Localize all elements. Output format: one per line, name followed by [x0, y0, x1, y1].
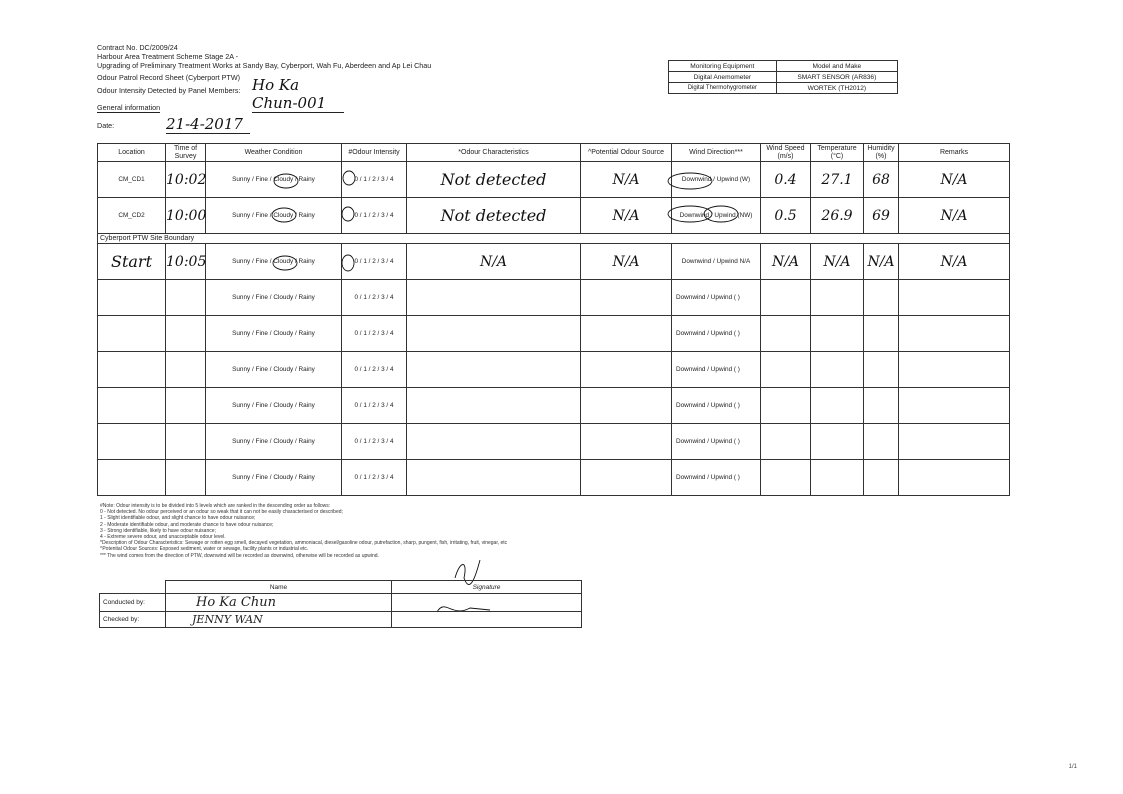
col-remarks: Remarks — [899, 144, 1010, 162]
weather-cell: Sunny / Fine / Cloudy / Rainy — [206, 198, 342, 234]
circle-mark — [704, 206, 738, 222]
remarks-cell: N/A — [899, 198, 1010, 234]
weather-cell: Sunny / Fine / Cloudy / Rainy — [206, 352, 342, 388]
intensity-cell: 0 / 1 / 2 / 3 / 4 — [342, 388, 407, 424]
note-line: 0 - Not detected. No odour perceived or an odour so weak that it can not be easily characterised or described; — [100, 509, 343, 516]
note-line: #Note: Odour intensity is to be divided into 5 levels which are ranked in the descending order as follows: — [100, 503, 331, 509]
weather-cell: Sunny / Fine / Cloudy / Rainy — [206, 460, 342, 496]
circle-mark — [668, 173, 712, 189]
circle-mark — [272, 208, 296, 222]
wind-direction-cell: Downwind / Upwind (W) — [672, 162, 761, 198]
location-cell: CM_CD2 — [98, 198, 166, 234]
note-line: *** The wind comes from the direction of PTW, downwind will be recorded as downwind, otherwise will be recorded as upwind. — [100, 552, 379, 559]
anemometer-label: Digital Anemometer — [669, 72, 777, 83]
checked-by-label: Checked by: — [100, 612, 166, 628]
circle-mark — [342, 207, 354, 221]
panel-member-value: Ho Ka Chun-001 — [252, 76, 344, 113]
checked-by-name: JENNY WAN — [166, 612, 392, 628]
contract-number: Contract No. DC/2009/24 — [97, 43, 178, 52]
temperature-cell: 27.1 — [811, 162, 864, 198]
temperature-cell: N/A — [811, 244, 864, 280]
col-wind-direction: Wind Direction*** — [672, 144, 761, 162]
sheet-title: Odour Patrol Record Sheet (Cyberport PTW) — [97, 73, 241, 82]
general-info-heading: General information — [97, 103, 161, 112]
wind-direction-cell: Downwind / Upwind ( ) — [672, 316, 761, 352]
time-cell: 10:02 — [166, 162, 206, 198]
col-characteristics: *Odour Characteristics — [407, 144, 581, 162]
location-cell: CM_CD1 — [98, 162, 166, 198]
wind-direction-cell: Downwind / Upwind ( ) — [672, 424, 761, 460]
characteristics-cell: Not detected — [407, 162, 581, 198]
circle-mark — [274, 174, 298, 188]
note-line: 2 - Moderate identifiable odour, and moderate chance to have odour nuisance; — [100, 521, 274, 528]
works-title: Upgrading of Preliminary Treatment Works at Sandy Bay, Cyberport, Wah Fu, Aberdeen and Ap Lei Chau — [97, 61, 432, 70]
page-number: 1/1 — [1068, 764, 1077, 770]
project-title: Harbour Area Treatment Scheme Stage 2A - — [97, 52, 239, 61]
wind-direction-cell: Downwind / Upwind N/A — [672, 244, 761, 280]
time-cell: 10:05 — [166, 244, 206, 280]
checked-by-signature — [392, 612, 582, 628]
wind-speed-cell: 0.5 — [761, 198, 811, 234]
equipment-header: Monitoring Equipment — [669, 61, 777, 72]
note-line: 1 - Slight identifiable odour, and slight chance to have odour nuisance; — [100, 515, 256, 522]
wind-direction-cell: Downwind / Upwind (NW) — [672, 198, 761, 234]
date-label: Date: — [97, 121, 115, 130]
weather-cell: Sunny / Fine / Cloudy / Rainy — [206, 316, 342, 352]
source-cell: N/A — [581, 198, 672, 234]
humidity-cell: N/A — [864, 244, 899, 280]
wind-direction-cell: Downwind / Upwind ( ) — [672, 352, 761, 388]
col-source: ^Potential Odour Source — [581, 144, 672, 162]
note-line: ^Potential Odour Sources: Exposed sediment, water or sewage, facility plants or industrial etc. — [100, 546, 309, 553]
col-location: Location — [98, 144, 166, 162]
source-cell: N/A — [581, 162, 672, 198]
thermohygrometer-label: Digital Thermohygrometer — [669, 83, 777, 94]
wind-direction-cell: Downwind / Upwind ( ) — [672, 388, 761, 424]
anemometer-model: SMART SENSOR (AR836) — [776, 72, 897, 83]
characteristics-cell: Not detected — [407, 198, 581, 234]
intensity-cell: 0 / 1 / 2 / 3 / 4 — [342, 460, 407, 496]
remarks-cell: N/A — [899, 162, 1010, 198]
name-header: Name — [166, 581, 392, 594]
circle-mark — [668, 206, 712, 222]
conducted-by-label: Conducted by: — [100, 594, 166, 612]
wind-direction-cell: Downwind / Upwind ( ) — [672, 460, 761, 496]
weather-cell: Sunny / Fine / Cloudy / Rainy — [206, 280, 342, 316]
wind-speed-cell: 0.4 — [761, 162, 811, 198]
panel-label: Odour Intensity Detected by Panel Members: — [97, 86, 241, 95]
weather-cell: Sunny / Fine / Cloudy / Rainy — [206, 388, 342, 424]
col-weather: Weather Condition — [206, 144, 342, 162]
weather-cell: Sunny / Fine / Cloudy / Rainy — [206, 244, 342, 280]
remarks-cell: N/A — [899, 244, 1010, 280]
signature-header: Signature — [392, 581, 582, 594]
humidity-cell: 68 — [864, 162, 899, 198]
conducted-by-signature — [392, 594, 582, 612]
intensity-cell: 0 / 1 / 2 / 3 / 4 — [342, 352, 407, 388]
weather-cell: Sunny / Fine / Cloudy / Rainy — [206, 424, 342, 460]
humidity-cell: 69 — [864, 198, 899, 234]
note-line: 4 - Extreme severe odour, and unacceptable odour level. — [100, 534, 226, 541]
wind-speed-cell: N/A — [761, 244, 811, 280]
col-intensity: #Odour Intensity — [342, 144, 407, 162]
note-line: *Description of Odour Characteristics: Sewage or rotten egg smell, decayed vegetation, ammoniacal, diesel/gasoline odour, putrefaction, sharp, pungent, fish, irritating, fruit, vinegar, etc — [100, 540, 508, 547]
weather-cell: Sunny / Fine / Cloudy / Rainy — [206, 162, 342, 198]
col-temperature: Temperature (°C) — [811, 144, 864, 162]
col-wind-speed: Wind Speed (m/s) — [761, 144, 811, 162]
model-header: Model and Make — [776, 61, 897, 72]
circle-mark — [342, 255, 354, 271]
date-value: 21-4-2017 — [166, 115, 250, 134]
intensity-cell: 0 / 1 / 2 / 3 / 4 — [342, 162, 407, 198]
source-cell: N/A — [581, 244, 672, 280]
intensity-cell: 0 / 1 / 2 / 3 / 4 — [342, 280, 407, 316]
characteristics-cell: N/A — [407, 244, 581, 280]
location-cell: Start — [98, 244, 166, 280]
conducted-by-name: Ho Ka Chun — [166, 594, 392, 612]
intensity-cell: 0 / 1 / 2 / 3 / 4 — [342, 198, 407, 234]
signature-table — [99, 580, 582, 628]
col-time: Time of Survey — [166, 144, 206, 162]
intensity-cell: 0 / 1 / 2 / 3 / 4 — [342, 424, 407, 460]
thermohygrometer-model: WORTEK (TH2012) — [776, 83, 897, 94]
time-cell: 10:00 — [166, 198, 206, 234]
col-humidity: Humidity (%) — [864, 144, 899, 162]
circle-mark — [273, 256, 297, 270]
section-label: Cyberport PTW Site Boundary — [98, 234, 1010, 244]
circle-mark — [343, 171, 355, 185]
intensity-cell: 0 / 1 / 2 / 3 / 4 — [342, 316, 407, 352]
note-line: 3 - Strong identifiable, likely to have odour nuisance; — [100, 527, 216, 534]
wind-direction-cell: Downwind / Upwind ( ) — [672, 280, 761, 316]
temperature-cell: 26.9 — [811, 198, 864, 234]
notes-block — [100, 503, 507, 559]
intensity-cell: 0 / 1 / 2 / 3 / 4 — [342, 244, 407, 280]
